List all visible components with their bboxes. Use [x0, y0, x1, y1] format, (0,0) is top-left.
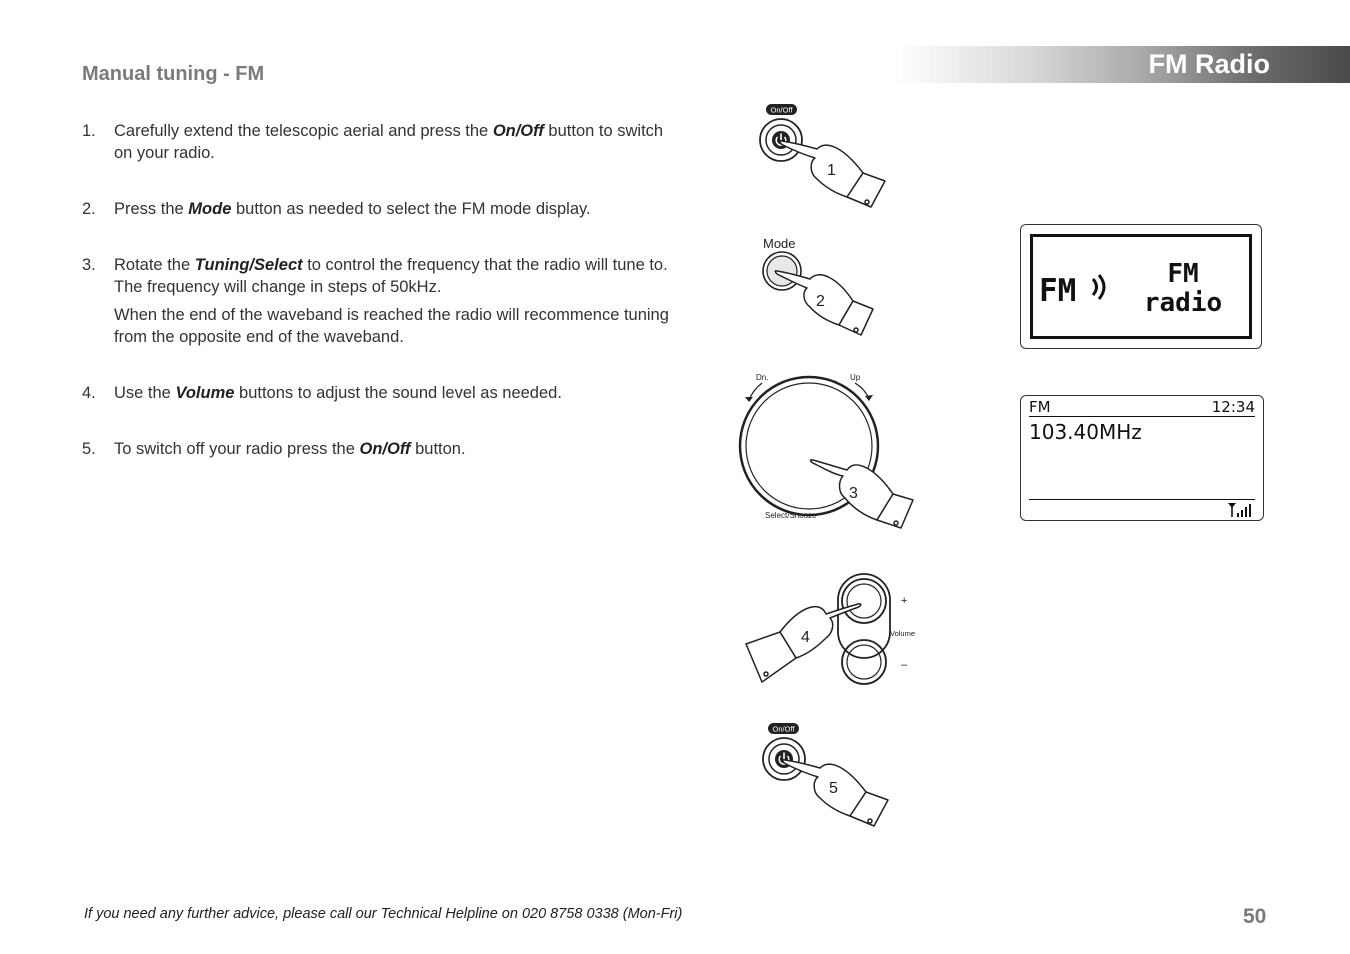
- step-item: [82, 382, 682, 404]
- step-number: 3.: [82, 256, 96, 274]
- step-item: [82, 438, 682, 460]
- mode-button-illustration: [755, 233, 885, 343]
- volume-up-label: +: [901, 595, 908, 607]
- step-text: Use the Volume buttons to adjust the sound level as needed.: [114, 384, 562, 402]
- display-frequency: 103.40MHz: [1029, 420, 1142, 444]
- hand-pointer-icon: [811, 460, 913, 528]
- radio-wave-icon: [1093, 275, 1104, 299]
- dial-down-label: Dn.: [756, 373, 769, 382]
- tuning-dial-illustration: [735, 368, 925, 540]
- step-callout-number: 5: [829, 780, 838, 797]
- volume-buttons-illustration: [740, 570, 930, 692]
- step-number: 4.: [82, 384, 96, 402]
- step-number: 5.: [82, 440, 96, 458]
- volume-down-label: –: [901, 659, 908, 671]
- display-mode: FM: [1029, 398, 1051, 416]
- step-callout-number: 1: [827, 162, 836, 179]
- display-clock: 12:34: [1211, 398, 1255, 416]
- select-snooze-label: Select/Snooze: [765, 511, 817, 520]
- onoff-button-illustration-5: [757, 721, 897, 831]
- step-number: 1.: [82, 122, 96, 140]
- signal-strength-icon: [1227, 501, 1255, 519]
- step-text: Carefully extend the telescopic aerial and press the On/Off button to switch on your radio.: [114, 122, 664, 162]
- onoff-button-illustration-1: [755, 103, 895, 213]
- section-title: Manual tuning - FM: [82, 63, 265, 85]
- display-title-line2: radio: [1143, 288, 1223, 318]
- steps-list: [82, 120, 682, 460]
- step-callout-number: 3: [849, 485, 858, 502]
- step-callout-number: 2: [816, 293, 825, 310]
- onoff-label: On/Off: [772, 724, 795, 734]
- banner-title: FM Radio: [1148, 49, 1270, 79]
- mode-label: Mode: [763, 236, 796, 251]
- step-text: To switch off your radio press the On/Off button.: [114, 440, 466, 458]
- step-number: 2.: [82, 200, 96, 218]
- step-note: When the end of the waveband is reached the radio will recommence tuning from the opposite end of the waveband.: [114, 306, 669, 346]
- section-banner: [895, 46, 1350, 83]
- onoff-label: On/Off: [770, 105, 793, 115]
- step-text: Rotate the Tuning/Select to control the frequency that the radio will tune to. The frequency will change in steps of 50kHz.: [114, 256, 668, 296]
- volume-label: Volume: [890, 629, 916, 638]
- step-item: [82, 120, 682, 164]
- step-item: [82, 198, 682, 220]
- dial-up-label: Up: [850, 373, 861, 382]
- display-title-line1: FM: [1167, 259, 1199, 289]
- fm-frequency-display: [1020, 395, 1264, 521]
- step-text: Press the Mode button as needed to select the FM mode display.: [114, 200, 591, 218]
- step-callout-number: 4: [801, 629, 810, 646]
- helpline-footer: If you need any further advice, please call our Technical Helpline on 020 8758 0338 (Mon-Fri): [84, 906, 683, 922]
- fm-mode-display: [1020, 224, 1262, 349]
- step-item: [82, 254, 682, 348]
- display-mode-text: FM: [1039, 273, 1077, 309]
- page-number: 50: [1243, 905, 1267, 928]
